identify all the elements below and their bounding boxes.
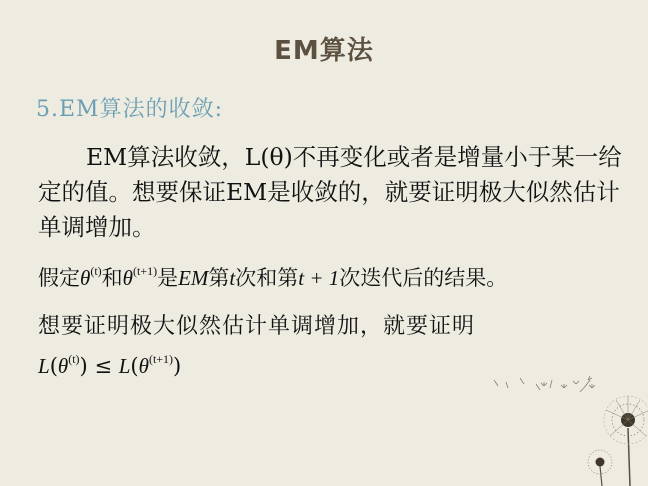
- theta-symbol: θ: [122, 266, 133, 290]
- math-line-goal: 想要证明极大似然估计单调增加，就要证明: [38, 314, 476, 339]
- superscript: (t+1): [132, 264, 158, 278]
- paren: (: [49, 354, 58, 378]
- likelihood-symbol: L: [118, 354, 131, 378]
- slide-title: EM算法: [274, 36, 374, 66]
- body-paragraph: EM算法收敛，L(θ)不再变化或者是增量小于某一给定的值。想要保证EM是收敛的，就要证明极大似然估计单调增加。: [38, 143, 622, 241]
- paren: ): [173, 354, 182, 378]
- section-heading: 5.EM算法的收敛:: [36, 97, 223, 122]
- text-segment: 次和第: [235, 266, 299, 290]
- superscript: (t+1): [148, 352, 174, 366]
- leq-symbol: ≤: [94, 354, 113, 378]
- text-segment: 假定: [38, 266, 80, 290]
- em-symbol: EM: [178, 266, 209, 290]
- likelihood-symbol: L: [38, 354, 50, 378]
- math-line-assumption: [38, 262, 507, 292]
- superscript: (t): [68, 352, 80, 366]
- text-segment: 次迭代后的结果。: [339, 266, 508, 290]
- floating-seeds-icon: [494, 376, 595, 392]
- paren: (: [130, 354, 139, 378]
- theta-symbol: θ: [80, 266, 91, 290]
- dandelion-small-icon: [588, 450, 612, 486]
- t-variable: t: [229, 266, 236, 290]
- text-segment: 第: [208, 266, 230, 290]
- superscript: (t): [90, 264, 102, 278]
- text-segment: 和: [101, 266, 123, 290]
- math-inequality: [38, 352, 181, 379]
- text-segment: 是: [157, 266, 179, 290]
- paren: ): [79, 354, 88, 378]
- theta-symbol: θ: [57, 354, 69, 378]
- t-plus-one-expression: t + 1: [298, 266, 340, 290]
- dandelion-large-icon: [604, 396, 648, 486]
- dandelion-decoration: [480, 370, 648, 486]
- theta-symbol: θ: [138, 354, 149, 378]
